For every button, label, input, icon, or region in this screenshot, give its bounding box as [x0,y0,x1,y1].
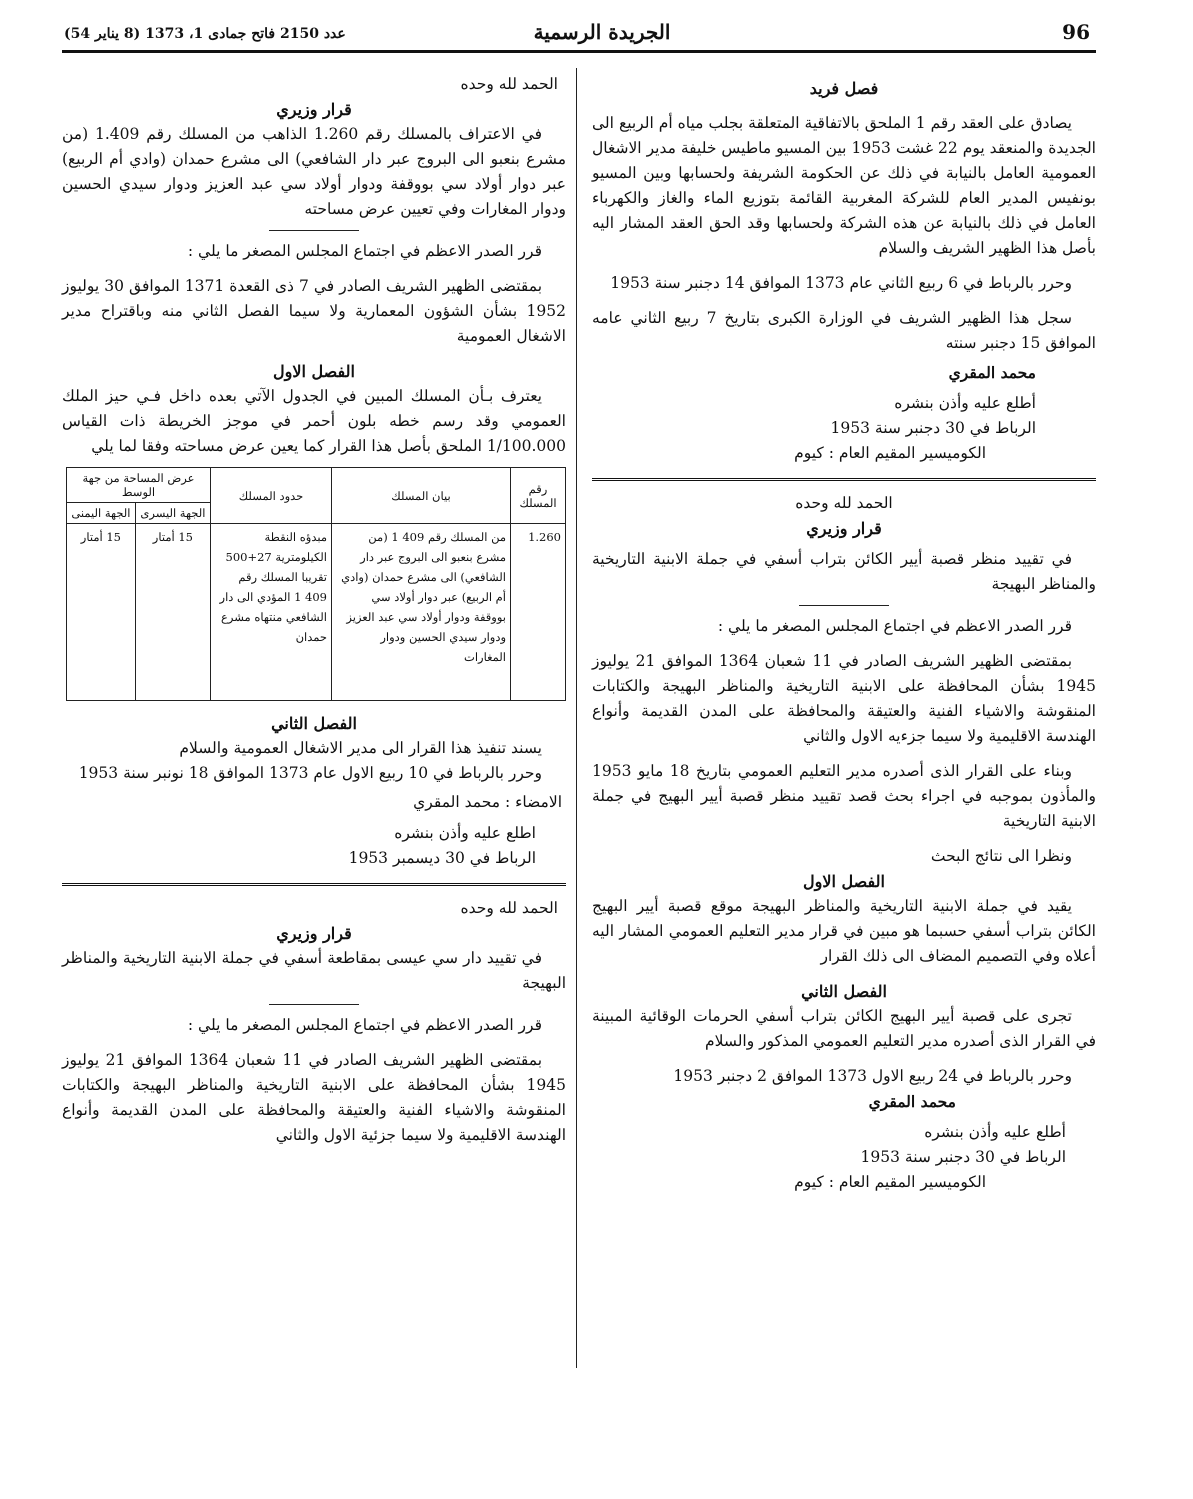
gazette-page [62,16,1096,1376]
considering: بمقتضى الظهير الشريف الصادر في 11 شعبان 1364 الموافق 21 يوليوز 1945 بشأن المحافظة على الابنية التاريخية والمناظر البهيجة والكتابات المنقوشة والاشياء الفنية والعتيقة والمحافظة على المدن القديمة وأنواع الهندسة الاقليمية ولا سيما جزئية الاول والثاني [62,1051,566,1144]
decree-title: قرار وزيري [276,924,352,943]
chapter-2-title: الفصل الثاني [801,982,887,1001]
col-left-side: الجهة اليسرى [135,503,210,524]
preamble: قرر الصدر الاعظم في اجتماع المجلس المصغر ما يلي : [717,617,1072,635]
chapter-1-title: الفصل الاول [803,872,885,891]
col-right-side: الجهة اليمنى [67,503,136,524]
considering-1: بمقتضى الظهير الشريف الصادر في 11 شعبان 1364 الموافق 21 يوليوز 1945 بشأن المحافظة على الابنية التاريخية والمناظر البهيجة والكتابات المنقوشة والاشياء الفنية والعتيقة والمحافظة على المدن القديمة وأنواع الهندسة الاقليمية ولا سيما جزءيه الاول والثاني [592,652,1096,745]
routes-table [66,467,566,701]
decree-subject: في تقييد منظر قصبة أيير الكائن بتراب أسفي في جملة الابنية التاريخية والمناظر البهيجة [592,550,1096,593]
cell-route-desc: من المسلك رقم 409 1 (من مشرع بنعبو الى البروج عبر دار الشافعي) الى مشرع حمدان (وادي أم الربيع) عبر دوار أولاد سي بووقفة ودوار أولاد سي عبد العزيز ودوار سيدي الحسين ودوار المغارات [332,524,511,701]
header-rule [62,50,1096,53]
cell-left-side: 15 أمتار [135,524,210,701]
col-route-desc: بيان المسلك [332,468,511,524]
column-divider [576,68,577,1368]
short-rule [269,1004,359,1005]
col-route-limits: حدود المسلك [211,468,332,524]
signatory: محمد المقري [868,1092,956,1111]
chapter-1-title: الفصل الاول [273,362,355,381]
section-divider [592,478,1096,481]
cell-route-limits: مبدؤه النقطة الكيلومترية 27+500 تقريبا المسلك رقم 409 1 المؤدي الى دار الشافعي منتهاه مشرع حمدان [211,524,332,701]
signature: الامضاء : محمد المقري [413,793,562,811]
chapter-2-body: يسند تنفيذ هذا القرار الى مدير الاشغال العمومية والسلام [179,739,542,757]
decree-title: قرار وزيري [276,100,352,119]
considering: بمقتضى الظهير الشريف الصادر في 7 ذى القعدة 1371 الموافق 30 يوليوز 1952 بشأن الشؤون المعمارية ولا سيما الفصل الثاني منه وباقتراح مدير الاشغال العمومية [62,277,566,345]
chapter-2-title: الفصل الثاني [271,714,357,733]
commissioner: الكوميسير المقيم العام : كيوم [794,444,986,462]
seen-line: أطلع عليه وأذن بنشره [894,394,1036,412]
right-column [592,72,1096,1376]
decree-title: قرار وزيري [806,519,882,538]
signatory: محمد المقري [948,363,1036,382]
decree-subject: في تقييد دار سي عيسى بمقاطعة أسفي في جملة الابنية التاريخية والمناظر البهيجة [62,949,566,992]
gazette-title: الجريدة الرسمية [533,20,671,44]
table-row [67,524,566,701]
short-rule [269,230,359,231]
preamble: قرر الصدر الاعظم في اجتماع المجلس المصغر ما يلي : [187,1016,542,1034]
short-rule [799,605,889,606]
registration-line: سجل هذا الظهير الشريف في الوزارة الكبرى بتاريخ 7 ربيع الثاني عامه الموافق 15 دجنبر سنته [592,309,1096,352]
cell-right-side: 15 أمتار [67,524,136,701]
place-date: الرباط في 30 دجنبر سنة 1953 [830,419,1036,437]
seen-line: اطلع عليه وأذن بنشره [394,824,536,842]
commissioner: الكوميسير المقيم العام : كيوم [794,1173,986,1191]
dated-line: وحرر بالرباط في 6 ربيع الثاني عام 1373 الموافق 14 دجنبر سنة 1953 [610,274,1072,292]
page-number: 96 [1062,20,1090,44]
chapter-1-body: يقيد في جملة الابنية التاريخية والمناظر البهيجة موقع قصبة أيير البهيج الكائن بتراب أسفي حسبما هو مبين في قرار مدير التعليم العمومي المشار اليه أعلاه وفي التصميم المضاف الى ذلك القرار [592,897,1096,965]
left-column [62,72,566,1376]
praise-line: الحمد لله وحده [460,75,558,93]
praise-line: الحمد لله وحده [460,899,558,917]
chapter-2-body: تجرى على قصبة أيير البهيج الكائن بتراب أسفي الحرمات الوقائية المبينة في القرار الذى أصدره مدير التعليم العمومي المذكور والسلام [592,1007,1096,1050]
considering-2: وبناء على القرار الذى أصدره مدير التعليم العمومي بتاريخ 18 مايو 1953 والمأذون بموجبه في اجراء بحث قصد تقييد منظر قصبة أيير البهيج في جملة الابنية التاريخية [592,762,1096,830]
section-heading: فصل فريد [809,79,879,98]
section-divider [62,883,566,886]
dated-line: وحرر بالرباط في 24 ربيع الاول 1373 الموافق 2 دجنبر 1953 [673,1067,1072,1085]
col-width-group: عرض المساحة من جهة الوسط [67,468,211,503]
issue-info: عدد 2150 فاتح جمادى 1، 1373 (8 يناير 54) [64,26,346,42]
page-header [62,20,1096,50]
place-date: الرباط في 30 دجنبر سنة 1953 [860,1148,1066,1166]
dated-line: وحرر بالرباط في 10 ربيع الاول عام 1373 الموافق 18 نونبر سنة 1953 [78,764,542,782]
cell-route-no: 1.260 [511,524,566,701]
seen-line: أطلع عليه وأذن بنشره [924,1123,1066,1141]
praise-line: الحمد لله وحده [795,494,893,512]
preamble: قرر الصدر الاعظم في اجتماع المجلس المصغر ما يلي : [187,242,542,260]
place-date: الرباط في 30 ديسمبر 1953 [348,849,536,867]
considering-3: ونظرا الى نتائج البحث [930,847,1072,865]
decree-subject: في الاعتراف بالمسلك رقم 1.260 الذاهب من المسلك رقم 1.409 (من مشرع بنعبو الى البروج عبر دار الشافعي) الى مشرع حمدان (وادي أم الربيع) عبر دوار أولاد سي بووقفة ودوار أولاد سي عبد العزيز ودوار سيدي الحسين ودوار المغارات وفي تعيين عرض مساحته [62,125,566,218]
chapter-1-body: يعترف بـأن المسلك المبين في الجدول الآتي بعده داخل فـي حيز الملك العمومي وقد رسم خطه بلون أحمر في موجز الخريطة ذات القياس 1/100.000 الملحق بأصل هذا القرار كما يعين عرض مساحته وفقا لما يلي [62,387,566,455]
decree-body: يصادق على العقد رقم 1 الملحق بالاتفاقية المتعلقة بجلب مياه أم الربيع الى الجديدة والمنعقد يوم 22 غشت 1953 بين المسيو ماطيس خليفة مدير الاشغال العمومية العامل بالنيابة في ذلك عن الحكومة الشريفة ولحسابها وبين المسيو بونفيس المدير العام للشركة المغربية القائمة بتوزيع الماء والغاز والكهرباء العامل في ذلك بالنيابة عن هذه الشركة ولحسابها وقد الحق العقد المشار اليه بأصل هذا الظهير الشريف والسلام [592,114,1096,257]
col-route-no: رقم المسلك [511,468,566,524]
